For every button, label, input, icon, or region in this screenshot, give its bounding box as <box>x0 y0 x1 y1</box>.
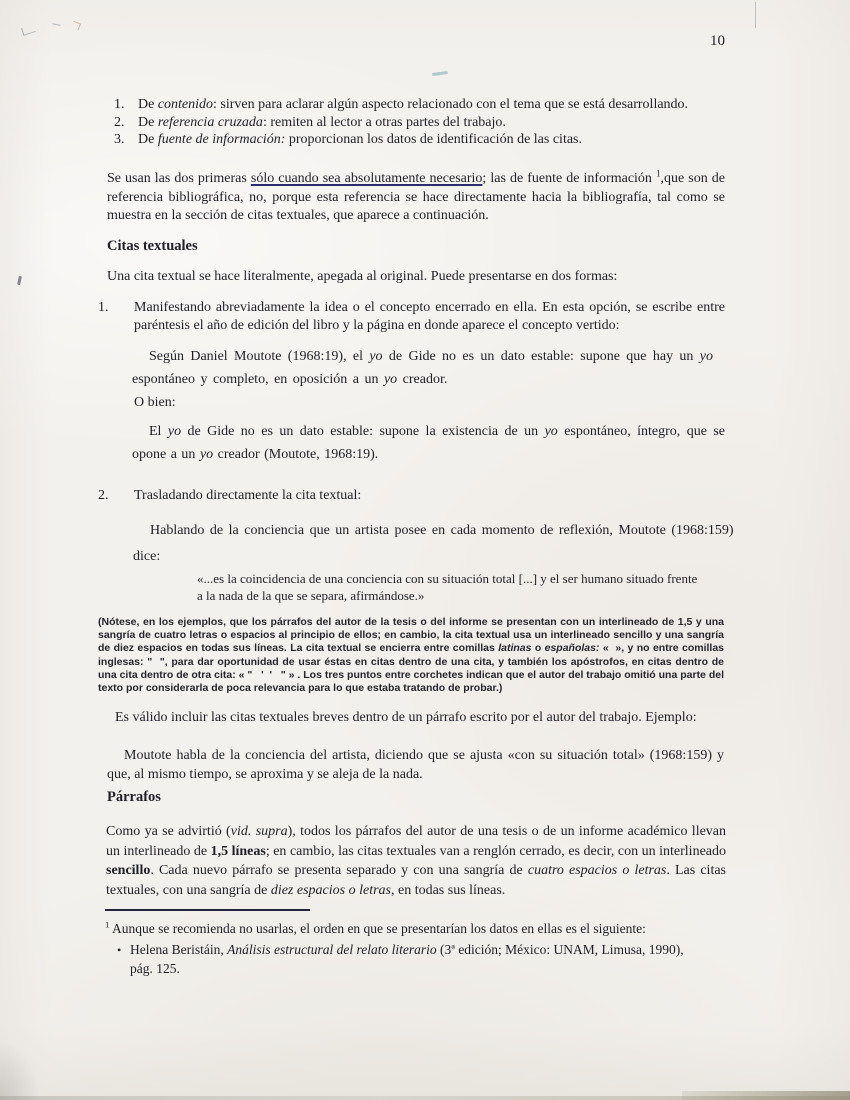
list-item-number: 2. <box>114 114 125 130</box>
reference-text: Helena Beristáin, Análisis estructural del relato literario (3ª edición; México: UNAM, Limusa, 1990), pág. 125. <box>130 942 684 976</box>
list-item-text: De contenido: sirven para aclarar algún aspecto relacionado con el tema que se está desarrollando. <box>138 97 689 112</box>
example-quote-b: El yo de Gide no es un dato estable: supone la existencia de un yo espontáneo, íntegro, que se opone a un yo creador (Moutote, 1968:19). <box>132 424 726 462</box>
ink-smudge <box>432 71 448 76</box>
list-item <box>114 96 754 114</box>
paper-crease <box>755 2 756 28</box>
footnote-types-list <box>114 96 754 149</box>
item-text: Manifestando abreviadamente la idea o el concepto encerrado en ella. En esta opción, se escribe entre paréntesis el año de edición del libro y la página en donde aparece el concepto vertido: <box>134 300 725 333</box>
intro-paragraph: Se usan las dos primeras sólo cuando sea absolutamente necesario; las de fuente de información $^1$,que son de referencia bibliográfica, no, porque esta referencia se hace directamente hacia la bibliografía, tal como se muestra en la sección de citas textuales, que aparece a continuación. <box>107 168 725 223</box>
example-quote-a: Según Daniel Moutote (1968:19), el yo de Gide no es un dato estable: supone que hay un yo espontáneo y completo, en oposición a un yo creador. <box>132 349 713 387</box>
pencil-mark <box>71 21 81 30</box>
ink-mark <box>17 276 22 285</box>
inline-quote-example-paragraph: Moutote habla de la conciencia del artista, diciendo que se ajusta «con su situación total» (1968:159) y que, al mismo tiempo, se aproxima y se aleja de la nada. <box>107 748 724 782</box>
list-item <box>114 131 754 149</box>
numbered-item-1 <box>98 299 725 334</box>
section-heading-parrafos: Párrafos <box>107 789 161 805</box>
footnote-separator-rule <box>105 909 310 911</box>
footnote-reference-item <box>117 940 705 978</box>
scan-edge <box>0 1096 850 1100</box>
list-item-text: De fuente de información: proporcionan los datos de identificación de las citas. <box>138 132 582 147</box>
list-item-number: 1. <box>114 97 125 112</box>
guillemet-quote: «...es la coincidencia de una conciencia con su situación total [...] y el ser humano situado frente a la nada de la que se separa, afirmándose.» <box>197 571 698 603</box>
page-number: 10 <box>710 33 725 49</box>
quote-c-line2: dice: <box>133 549 161 564</box>
parrafos-paragraph: Como ya se advirtió (vid. supra), todos los párrafos del autor de una tesis o de un informe académico llevan un interlineado de 1,5 líneas; en cambio, las citas textuales van a renglón cerrado, es decir, con un interlineado sencillo. Cada nuevo párrafo se presenta separado y con una sangría de cuatro espacios o letras. Las citas textuales, con una sangría de diez espacios o letras, en todas sus líneas. <box>106 824 727 898</box>
footnote-text: $^1$ Aunque se recomienda no usarlas, el orden en que se presentarían los datos en ellas es el siguiente: <box>105 919 646 936</box>
item-number: 1. <box>98 300 109 315</box>
item-number: 2. <box>98 488 109 503</box>
item-text: Trasladando directamente la cita textual: <box>134 488 362 503</box>
scan-edge-corner <box>682 1091 850 1100</box>
bullet-marker: • <box>117 943 122 957</box>
pencil-mark <box>21 24 36 36</box>
scan-shadow <box>0 1040 40 1100</box>
o-bien-label: O bien: <box>134 395 176 410</box>
example-quote-c <box>133 518 773 570</box>
section-heading-citas-textuales: Citas textuales <box>107 238 198 254</box>
pencil-mark <box>52 23 61 30</box>
formatting-note-paragraph: (Nótese, en los ejemplos, que los párrafos del autor de la tesis o del informe se presentan con un interlineado de 1,5 y una sangría de cuatro letras o espacios al principio de ellos; en cambio, la cita textual usa un interlineado sencillo y una sangría de diez espacios en todas sus líneas. La cita textual se encierra entre comillas latinas o españolas: « », y no entre comillas inglesas: " ", para dar oportunidad de usar éstas en citas dentro de una cita, y también los apóstrofos, en citas dentro de una cita dentro de otra cita: « " ' ' " » . Los tres puntos entre corchetes indican que el autor del trabajo omitió una parte del texto por considerarla de poca relevancia para lo que estaba tratando de probar.) <box>98 616 725 695</box>
list-item-text: De referencia cruzada: remiten al lector a otras partes del trabajo. <box>138 114 506 130</box>
list-item-number: 3. <box>114 132 125 147</box>
numbered-item-2 <box>98 487 725 505</box>
quote-c-line1: Hablando de la conciencia que un artista posee en cada momento de reflexión, Moutote (1968:159) <box>150 523 734 538</box>
citas-lead-paragraph: Una cita textual se hace literalmente, apegada al original. Puede presentarse en dos formas: <box>107 269 618 284</box>
valid-inclusion-paragraph: Es válido incluir las citas textuales breves dentro de un párrafo escrito por el autor del trabajo. Ejemplo: <box>115 710 697 725</box>
list-item <box>114 114 754 132</box>
